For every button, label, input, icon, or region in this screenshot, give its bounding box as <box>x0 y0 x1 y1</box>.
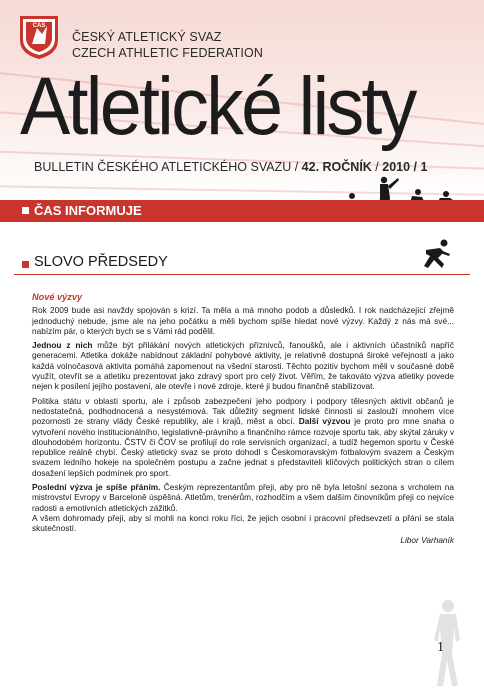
section-rule <box>14 274 470 275</box>
paragraph-text: Českým reprezentantům přeji, aby pro ně byla letošní sezona s vrcholem na mistrovství Evropy v Barceloně úspěšná. Atletům, trenérům, rozhodčím a všem dalším činovníkům přeji co nejvíce radosti a emotivních atletických zážitků. <box>32 482 454 513</box>
org-name-czech: ČESKÝ ATLETICKÝ SVAZ <box>72 30 222 44</box>
emphasis: Jednou z nich <box>32 340 93 351</box>
bulletin-issue: / 1 <box>410 160 428 174</box>
author-signature: Libor Varhaník <box>400 534 454 545</box>
band-bullet-icon <box>22 207 29 214</box>
article-subhead: Nové výzvy <box>32 292 83 302</box>
org-name-english: CZECH ATHLETIC FEDERATION <box>72 46 263 60</box>
masthead-title: Atletické listy <box>20 61 415 152</box>
runner-icon <box>418 238 454 272</box>
paragraph-text: Politika státu v oblasti sportu, ale i způsob zabezpečení jeho podpory i podpory tělesných aktivit občanů je nedostatečná, podhodnocená a nesystémová. Tak důležitý segment lidské činnosti si zaslouží mnohem více pozornosti ze strany vlády České republiky, ale i krajů, měst a obcí. <box>32 395 454 427</box>
band-label: ČAS INFORMUJE <box>34 203 142 218</box>
bulletin-prefix: BULLETIN ČESKÉHO ATLETICKÉHO SVAZU / <box>34 160 302 174</box>
section-title: SLOVO PŘEDSEDY <box>34 254 168 270</box>
paragraph-text: může být přilákání nových atletických příznivců, fanoušků, ale i aktivních účastníků napříč generacemi. Atletika dokáže nabídnout základní pohybové aktivity, je relativně dostupná široké veřejnosti a jako každá volnočasová aktivita pomáhá zapomenout na všední starosti. Těchto pozitiv bychom měli v současné době využít, otevřít se a atletiku prezentovat jako zdravý sport pro celý život. Věřím, že takováto výzva atletiky povede nejen k posílení jejího postavení, ale otevře i nové zdroje, které ji budou finančně stabilizovat. <box>32 340 454 392</box>
page-number: 1 <box>437 640 444 655</box>
logo-text: ČAS <box>32 23 46 29</box>
article-paragraph <box>32 482 454 513</box>
paragraph-text: je proto pro mne snaha o vytvoření nového institucionálního, legislativně-právního a finančního rámce rozvoje sportu tak, aby skýtal záruky v dlouhodobém horizontu. ČSTV či ČOV se profilují do role servisních organizací, a tudíž hegemon sportu v České republice reálně chybí. Český atletický svaz se proto dohodl s Českomoravským fotbalovým svazem a Českým svazem ledního hokeje na společném postupu a začne jednat s představiteli klíčových politických stran o cílem dosažení lepších podmínek pro sport. <box>32 416 454 478</box>
article-paragraph <box>32 396 454 478</box>
article-paragraph: Rok 2009 bude asi navždy spojován s krizí. Ta měla a má mnoho podob a důsledků. I rok nadcházející zřejmě jednoduchý nebude, jsme ale na jeho počátku a měli bychom spíše hledat nové výzvy. Každý z nás má své... nabízím pár, o kterých bych se s Vámi rád podělil. <box>32 305 454 336</box>
emphasis: Další výzvou <box>298 416 351 427</box>
article-paragraph <box>32 340 454 391</box>
bulletin-year: 2010 <box>382 160 411 174</box>
bulletin-volume: 42. ROČNÍK <box>301 160 372 174</box>
runner-watermark-icon <box>428 598 468 688</box>
section-bullet-icon <box>22 261 29 268</box>
emphasis: Poslední výzva je spíše přáním. <box>32 482 161 493</box>
bulletin-separator: / <box>371 160 383 174</box>
article-body <box>32 292 454 545</box>
cas-logo <box>18 14 60 60</box>
article-paragraph: A všem dohromady přeji, aby si mohli na konci roku říci, že jejich osobní i pracovní předsevzetí a přání se stala skutečností. <box>32 512 454 534</box>
